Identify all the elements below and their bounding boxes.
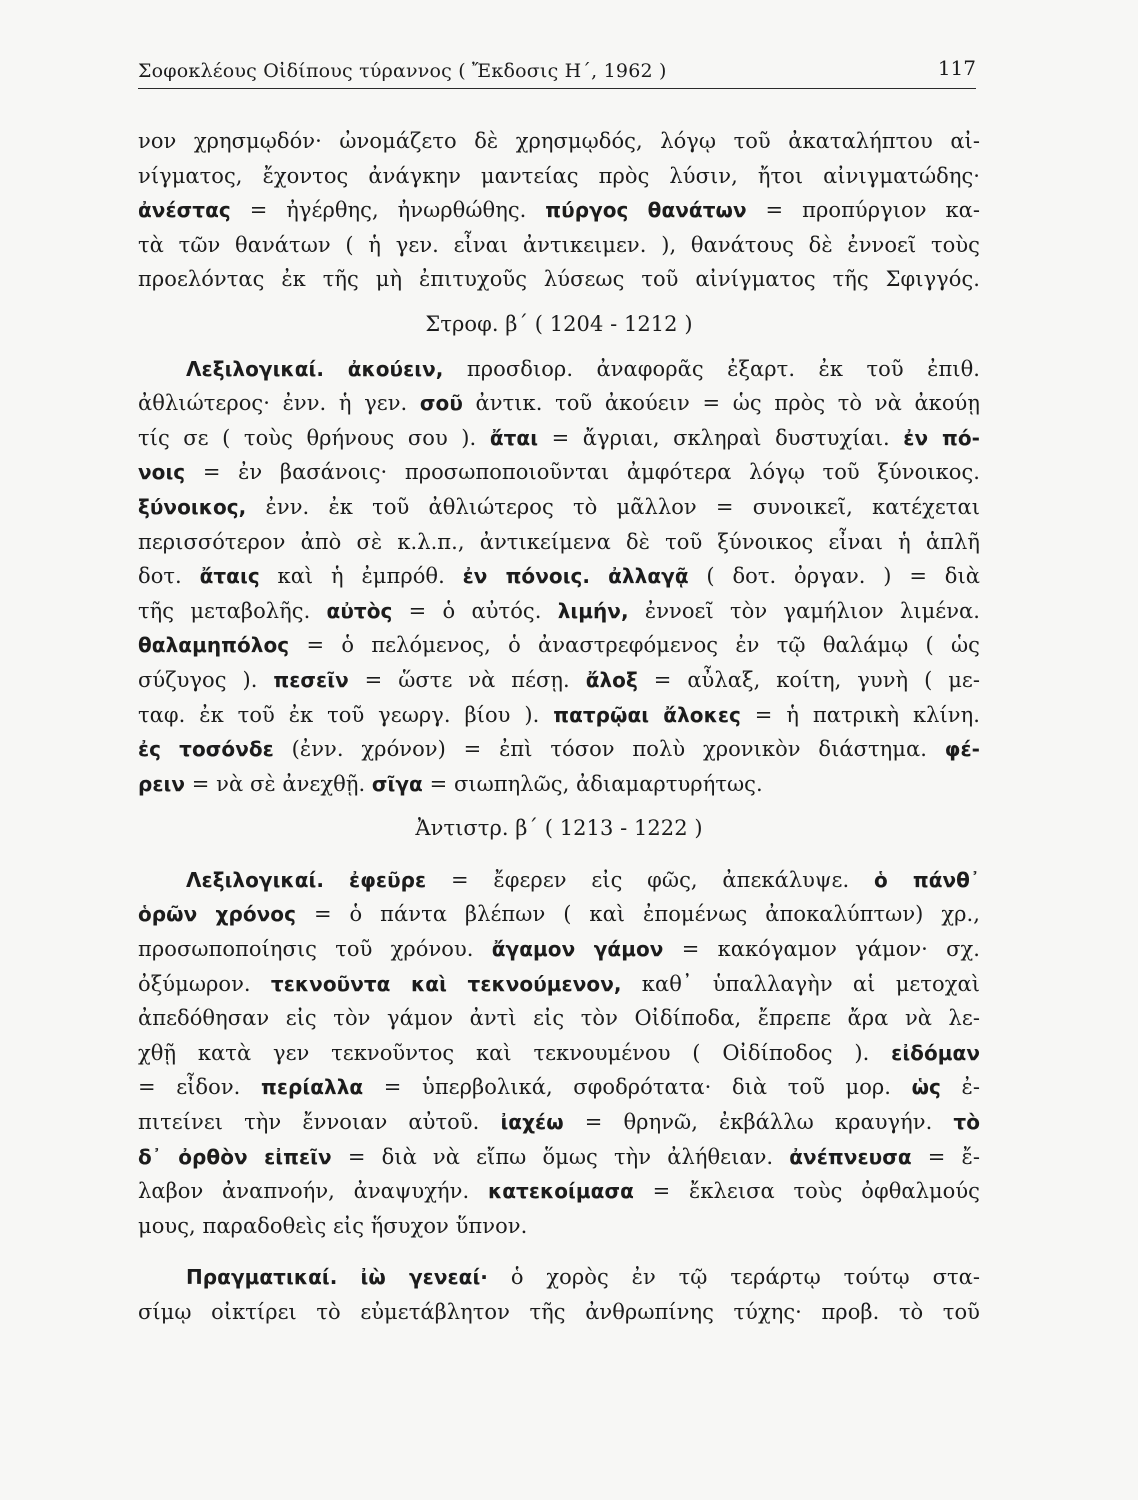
lemma: ἰαχέω: [500, 1110, 564, 1135]
running-header: [138, 54, 976, 89]
lemma: ἄταις: [199, 564, 260, 589]
lemma: θαλαμηπόλος: [138, 633, 290, 658]
lemma: ὁρῶν χρόνος: [138, 902, 296, 927]
text-line: χθῇ κατὰ γεν τεκνοῦντος καὶ τεκνουμένου ( Οἰδίποδος ). εἰδόμαν: [138, 1040, 980, 1065]
text-line: τίς σε ( τοὺς θρήνους σου ). ἄται = ἄγριαι, σκληραὶ δυστυχίαι. ἐν πό-: [138, 425, 980, 450]
text-line: τὰ τῶν θανάτων ( ἡ γεν. εἶναι ἀντικειμεν. ), θανάτους δὲ ἐννοεῖ τοὺς: [138, 232, 980, 257]
lemma: κατεκοίμασα: [487, 1179, 634, 1204]
paragraph-lexical-strophe: [138, 352, 980, 802]
text-line: πιτείνει τὴν ἔννοιαν αὐτοῦ. ἰαχέω = θρηνῶ, ἐκβάλλω κραυγήν. τὸ: [138, 1110, 980, 1135]
text-line: σύζυγος ). πεσεῖν = ὥστε νὰ πέσῃ. ἄλοξ = αὖλαξ, κοίτη, γυνὴ ( με-: [138, 667, 980, 692]
text-line: ἐς τοσόνδε (ἐνν. χρόνον) = ἐπὶ τόσον πολὺ χρονικὸν διάστημα. φέ-: [138, 737, 980, 762]
text-line: περισσότερον ἀπὸ σὲ κ.λ.π., ἀντικείμενα δὲ τοῦ ξύνοικος εἶναι ἡ ἁπλῆ: [138, 529, 980, 554]
lemma: νοις: [138, 460, 186, 485]
text-line: ἀνέστας = ἠγέρθης, ἠνωρθώθης. πύργος θανάτων = προπύργιον κα-: [138, 198, 980, 223]
lemma: αὐτὸς: [326, 598, 393, 623]
text-line: θαλαμηπόλος = ὁ πελόμενος, ὁ ἀναστρεφόμενος ἐν τῷ θαλάμῳ ( ὡς: [138, 633, 980, 658]
running-title: Σοφοκλέους Οἰδίπους τύραννος ( Ἔκδοσις Η΄, 1962 ): [138, 60, 667, 82]
lemma: λιμήν,: [557, 598, 629, 623]
page-body: [138, 124, 980, 1330]
lemma: ἐν πό-: [903, 425, 980, 450]
lemma: πύργος θανάτων: [545, 198, 747, 223]
text-line: δοτ. ἄταις καὶ ἡ ἐμπρόθ. ἐν πόνοις. ἀλλαγᾷ ( δοτ. ὀργαν. ) = διὰ: [138, 564, 980, 589]
section-heading-antistrophe: Ἀντιστρ. β΄ ( 1213 - 1222 ): [415, 816, 703, 841]
text-line: Λεξιλογικαί. ἐφεῦρε = ἔφερεν εἰς φῶς, ἀπεκάλυψε. ὁ πάνθ᾽: [186, 867, 980, 892]
text-line: ἀπεδόθησαν εἰς τὸν γάμον ἀντὶ εἰς τὸν Οἰδίποδα, ἔπρεπε ἄρα νὰ λε-: [138, 1006, 980, 1031]
lemma: εἰδόμαν: [891, 1040, 980, 1065]
text-line: νον χρησμῳδόν· ὠνομάζετο δὲ χρησμῳδός, λόγῳ τοῦ ἀκαταλήπτου αἰ-: [138, 129, 980, 153]
lemma: ἐν πόνοις. ἀλλαγᾷ: [462, 564, 689, 589]
text-line: ξύνοικος, ἐνν. ἐκ τοῦ ἀθλιώτερος τὸ μᾶλλον = συνοικεῖ, κατέχεται: [138, 494, 980, 519]
lemma: τὸ: [953, 1110, 980, 1135]
lemma: φέ-: [944, 737, 980, 762]
text-line: σίμῳ οἰκτίρει τὸ εὐμετάβλητον τῆς ἀνθρωπίνης τύχης· προβ. τὸ τοῦ: [138, 1300, 980, 1324]
text-line: λαβον ἀναπνοήν, ἀναψυχήν. κατεκοίμασα = ἔκλεισα τοὺς ὀφθαλμούς: [138, 1179, 980, 1204]
text-line: νοις = ἐν βασάνοις· προσωποποιοῦνται ἀμφότερα λόγῳ τοῦ ξύνοικος.: [138, 460, 980, 485]
lemma: Λεξιλογικαί. ἐφεῦρε: [186, 867, 427, 892]
lemma: ἀνέστας: [138, 198, 231, 223]
lemma: σῖγα: [371, 771, 423, 796]
lemma: ὁ πάνθ᾽: [873, 867, 980, 892]
lemma: ρειν: [138, 771, 186, 796]
text-line: προσωποποίησις τοῦ χρόνου. ἄγαμον γάμον = κακόγαμον γάμον· σχ.: [138, 937, 980, 962]
lemma: ὡς: [911, 1075, 941, 1100]
lemma: Λεξιλογικαί. ἀκούειν,: [186, 356, 444, 381]
lemma: τεκνοῦντα καὶ τεκνούμενον,: [270, 971, 622, 996]
lemma: σοῦ: [419, 391, 463, 416]
paragraph-lexical-antistrophe: [138, 863, 980, 1244]
text-line: Πραγματικαί. ἰὼ γενεαί· ὁ χορὸς ἐν τῷ τεράρτῳ τούτῳ στα-: [186, 1265, 980, 1290]
lemma: ἄλοξ: [585, 667, 638, 692]
lemma: πατρῷαι ἄλοκες: [553, 702, 741, 727]
text-line: προελόντας ἐκ τῆς μὴ ἐπιτυχοῦς λύσεως τοῦ αἰνίγματος τῆς Σφιγγός.: [138, 267, 980, 292]
lemma: ξύνοικος,: [138, 494, 247, 519]
text-line: = εἶδον. περίαλλα = ὑπερβολικά, σφοδρότατα· διὰ τοῦ μορ. ὡς ἐ-: [138, 1075, 980, 1100]
text-line: Λεξιλογικαί. ἀκούειν, προσδιορ. ἀναφορᾶς ἐξαρτ. ἐκ τοῦ ἐπιθ.: [186, 356, 980, 381]
text-line: μους, παραδοθεὶς εἰς ἥσυχον ὕπνον.: [138, 1213, 528, 1238]
text-line: ρειν = νὰ σὲ ἀνεχθῇ. σῖγα = σιωπηλῶς, ἀδιαμαρτυρήτως.: [138, 771, 763, 796]
text-line: νίγματος, ἔχοντος ἀνάγκην μαντείας πρὸς λύσιν, ἤτοι αἰνιγματώδης·: [138, 163, 980, 188]
text-line: ταφ. ἐκ τοῦ ἐκ τοῦ γεωργ. βίου ). πατρῷαι ἄλοκες = ἡ πατρικὴ κλίνη.: [138, 702, 980, 727]
lemma: δ᾽ ὀρθὸν εἰπεῖν: [138, 1144, 332, 1169]
lemma: πεσεῖν: [273, 667, 349, 692]
paragraph-factual-notes: [138, 1260, 980, 1329]
text-line: δ᾽ ὀρθὸν εἰπεῖν = διὰ νὰ εἴπω ὅμως τὴν ἀλήθειαν. ἀνέπνευσα = ἔ-: [138, 1144, 980, 1169]
paragraph-sphinx-notes: [138, 124, 980, 297]
text-line: τῆς μεταβολῆς. αὐτὸς = ὁ αὐτός. λιμήν, ἐννοεῖ τὸν γαμήλιον λιμένα.: [138, 598, 980, 623]
lemma: ἀνέπνευσα: [789, 1144, 912, 1169]
lemma: ἄται: [489, 425, 539, 450]
text-line: ὁρῶν χρόνος = ὁ πάντα βλέπων ( καὶ ἐπομένως ἀποκαλύπτων) χρ.,: [138, 902, 980, 927]
lemma: ἄγαμον γάμον: [491, 937, 664, 962]
text-line: ἀθλιώτερος· ἐνν. ἡ γεν. σοῦ ἀντικ. τοῦ ἀκούειν = ὡς πρὸς τὸ νὰ ἀκούῃ: [138, 391, 980, 416]
lemma: περίαλλα: [260, 1075, 364, 1100]
text-line: ὀξύμωρον. τεκνοῦντα καὶ τεκνούμενον, καθ᾽ ὑπαλλαγὴν αἱ μετοχαὶ: [138, 971, 980, 996]
lemma: Πραγματικαί. ἰὼ γενεαί·: [186, 1265, 488, 1290]
lemma: ἐς τοσόνδε: [138, 737, 274, 762]
section-heading-strophe: Στροφ. β΄ ( 1204 - 1212 ): [425, 311, 693, 336]
page-number: 117: [937, 56, 976, 80]
